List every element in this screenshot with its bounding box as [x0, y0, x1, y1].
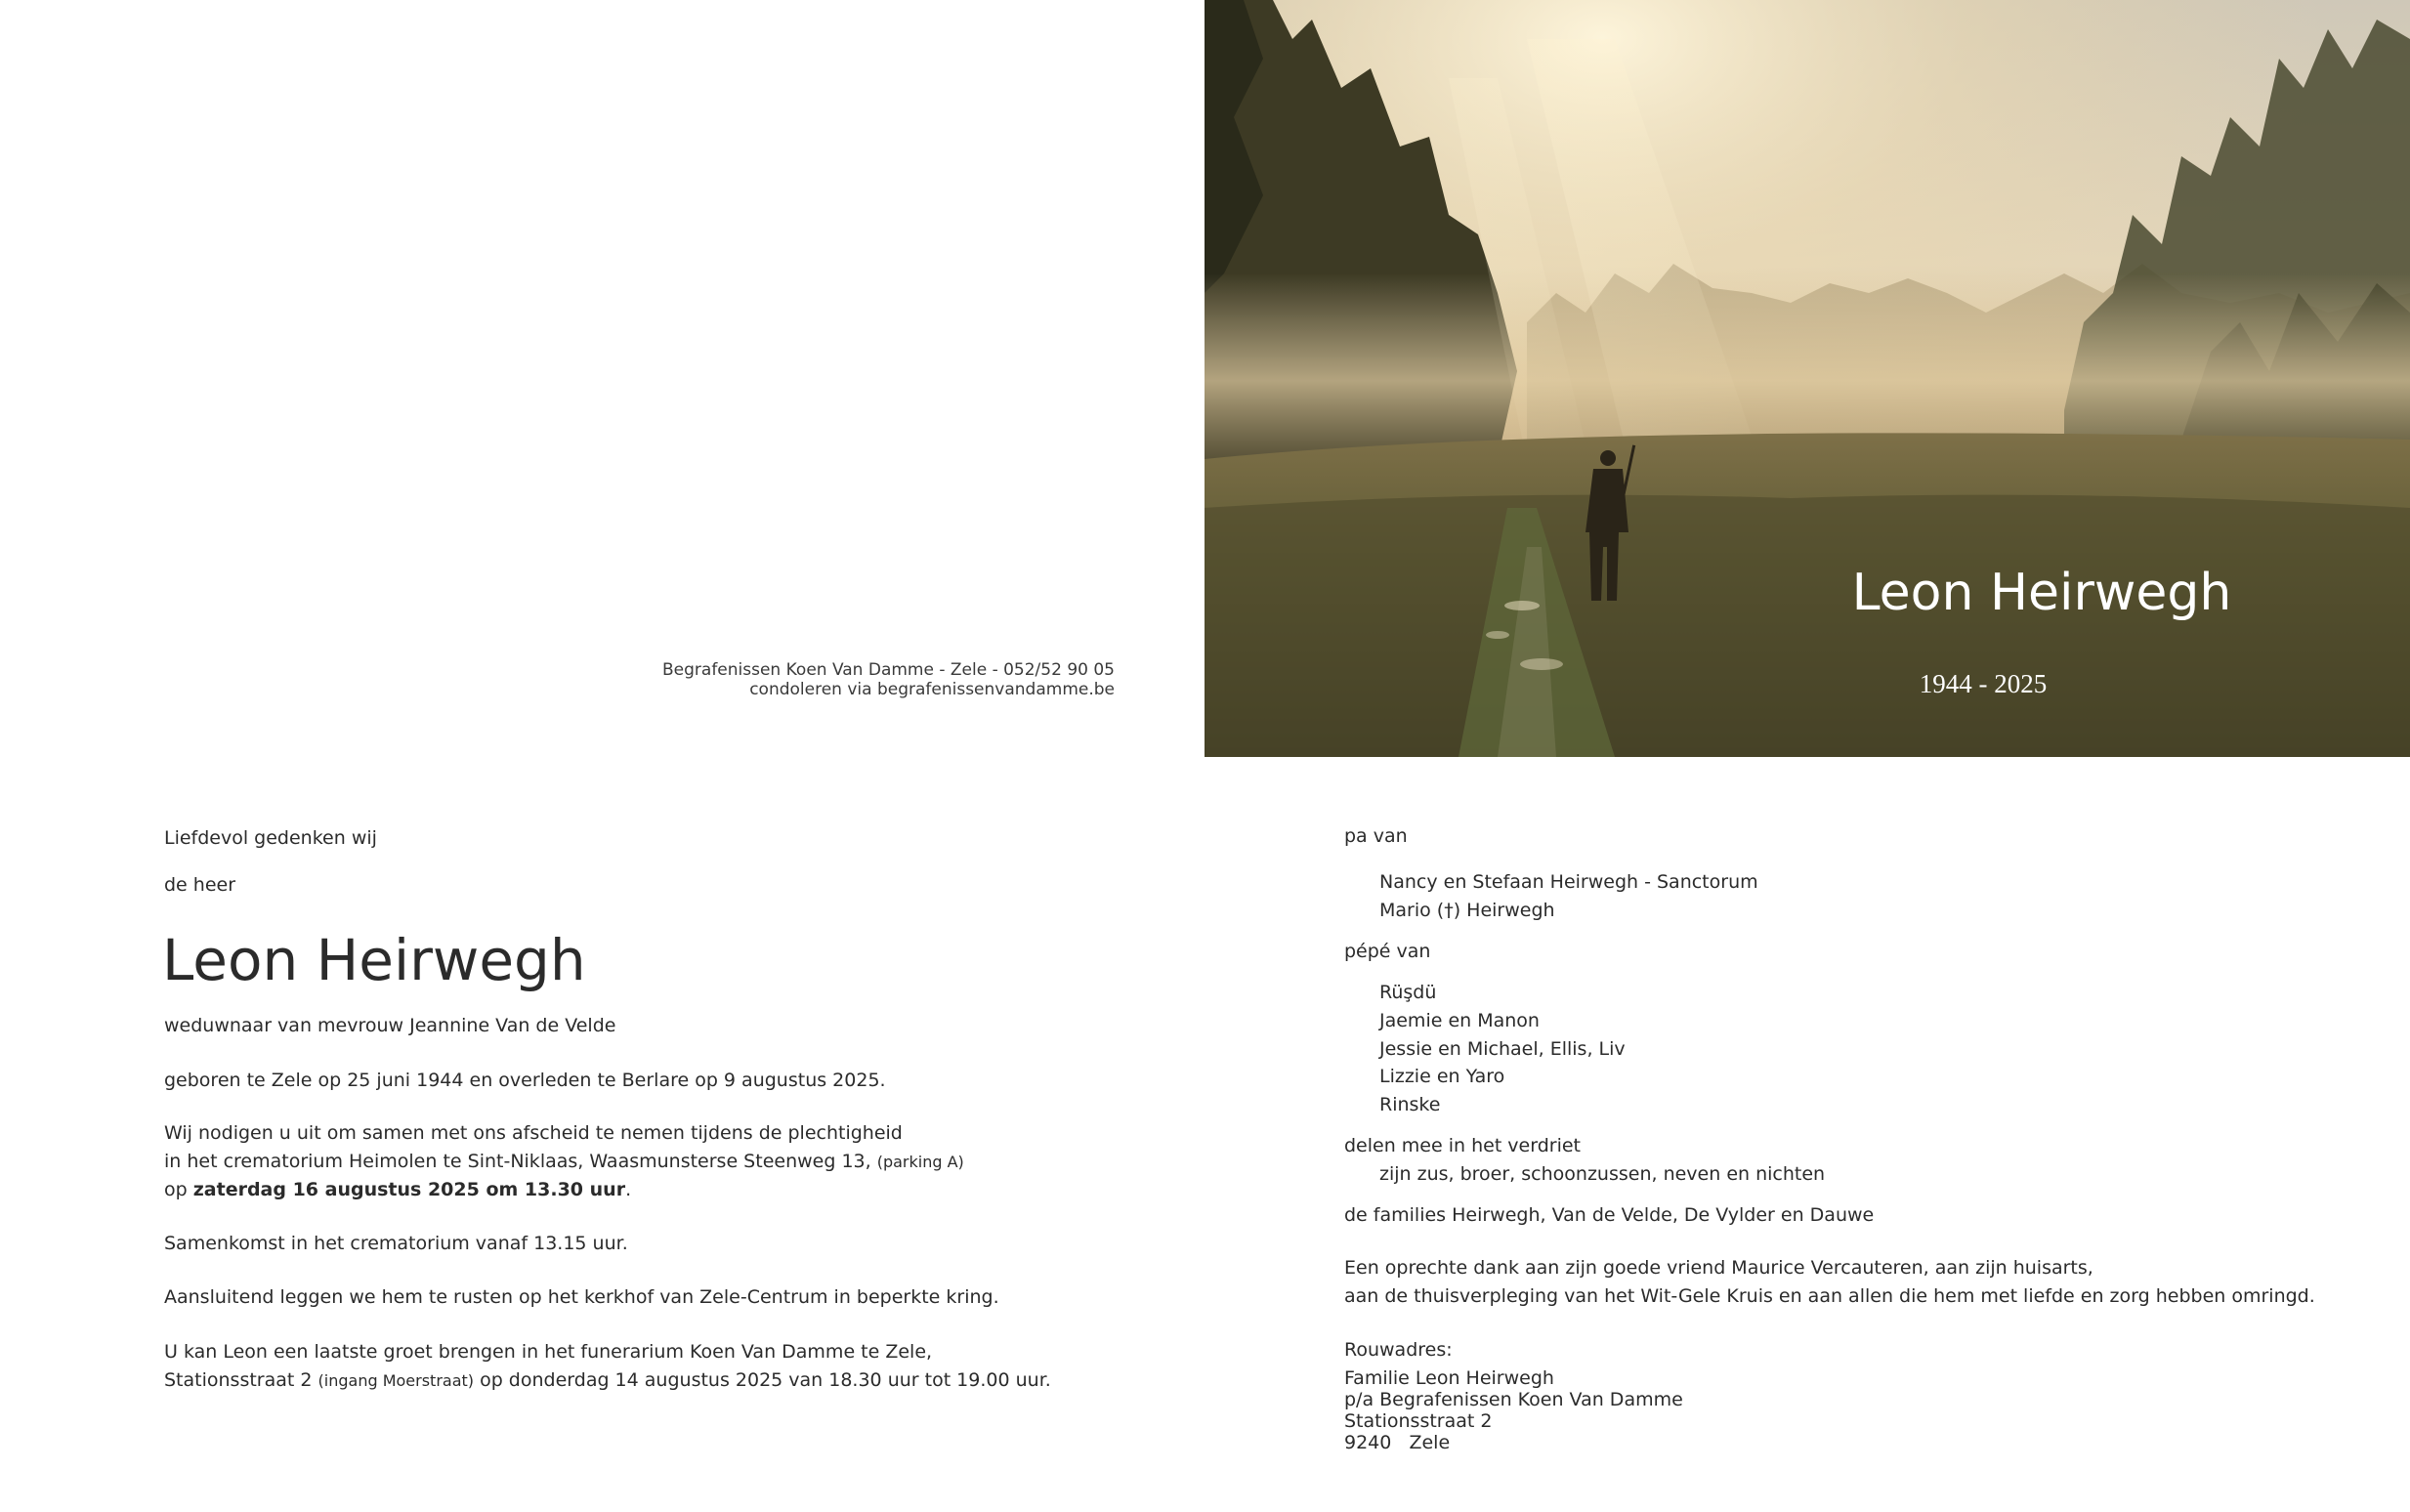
father-of-label: pa van: [1344, 825, 1408, 847]
grandchild-item: Lizzie en Yaro: [1379, 1066, 1505, 1087]
grandchild-item: Jessie en Michael, Ellis, Liv: [1379, 1038, 1626, 1060]
grandchild-item: Rüşdü: [1379, 982, 1437, 1003]
grandchild-item: Jaemie en Manon: [1379, 1010, 1540, 1031]
title-line: de heer: [164, 874, 236, 896]
address-line: Stationsstraat 2: [1344, 1410, 1493, 1432]
relatives-line: zijn zus, broer, schoonzussen, neven en nichten: [1379, 1163, 1826, 1185]
families-line: de families Heirwegh, Van de Velde, De Vylder en Dauwe: [1344, 1204, 1875, 1226]
widower-line: weduwnaar van mevrouw Jeannine Van de Velde: [164, 1015, 616, 1036]
entrance-note: (ingang Moerstraat): [317, 1371, 475, 1390]
gathering-line: Samenkomst in het crematorium vanaf 13.15 uur.: [164, 1233, 628, 1254]
invitation-date-prefix: op: [164, 1179, 188, 1200]
birth-death-line: geboren te Zele op 25 juni 1944 en overleden te Berlare op 9 augustus 2025.: [164, 1070, 886, 1091]
invitation-line-2: [164, 1148, 964, 1176]
invitation-venue: in het crematorium Heimolen te Sint-Niklaas, Waasmunsterse Steenweg 13,: [164, 1151, 871, 1172]
cover-years: 1944 - 2025: [1919, 669, 2048, 698]
address-line: Familie Leon Heirwegh: [1344, 1367, 1554, 1389]
condolence-website: condoleren via begrafenissenvandamme.be: [749, 680, 1115, 699]
burial-line: Aansluitend leggen we hem te rusten op het kerkhof van Zele-Centrum in beperkte kring.: [164, 1286, 999, 1308]
funeral-home-contact: Begrafenissen Koen Van Damme - Zele - 052/52 90 05: [662, 660, 1115, 680]
parking-note: (parking A): [876, 1153, 964, 1171]
share-grief-label: delen mee in het verdriet: [1344, 1135, 1582, 1156]
visitation-address: Stationsstraat 2: [164, 1369, 313, 1391]
address-line: p/a Begrafenissen Koen Van Damme: [1344, 1389, 1683, 1410]
invitation-line-1: Wij nodigen u uit om samen met ons afscheid te nemen tijdens de plechtigheid: [164, 1122, 903, 1144]
child-item: Mario (†) Heirwegh: [1379, 900, 1555, 921]
cover-name: Leon Heirwegh: [1851, 564, 2232, 622]
grandfather-of-label: pépé van: [1344, 941, 1431, 962]
grandchild-item: Rinske: [1379, 1094, 1441, 1115]
deceased-name: Leon Heirwegh: [162, 927, 586, 993]
visitation-line-1: U kan Leon een laatste groet brengen in het funerarium Koen Van Damme te Zele,: [164, 1341, 933, 1363]
address-label: Rouwadres:: [1344, 1339, 1453, 1361]
visitation-line-2: [164, 1366, 1051, 1395]
invitation-date-suffix: .: [625, 1179, 632, 1200]
intro-line: Liefdevol gedenken wij: [164, 827, 377, 849]
cover-photo: [1205, 0, 2410, 757]
visitation-time: op donderdag 14 augustus 2025 van 18.30 uur tot 19.00 uur.: [480, 1369, 1051, 1391]
address-line: 9240 Zele: [1344, 1432, 1451, 1453]
ceremony-date: zaterdag 16 augustus 2025 om 13.30 uur: [192, 1179, 626, 1200]
thanks-line-1: Een oprechte dank aan zijn goede vriend Maurice Vercauteren, aan zijn huisarts,: [1344, 1257, 2093, 1279]
thanks-line-2: aan de thuisverpleging van het Wit-Gele Kruis en aan allen die hem met liefde en zorg hebben omringd.: [1344, 1285, 2315, 1307]
child-item: Nancy en Stefaan Heirwegh - Sanctorum: [1379, 871, 1758, 893]
invitation-line-3: [164, 1176, 631, 1203]
